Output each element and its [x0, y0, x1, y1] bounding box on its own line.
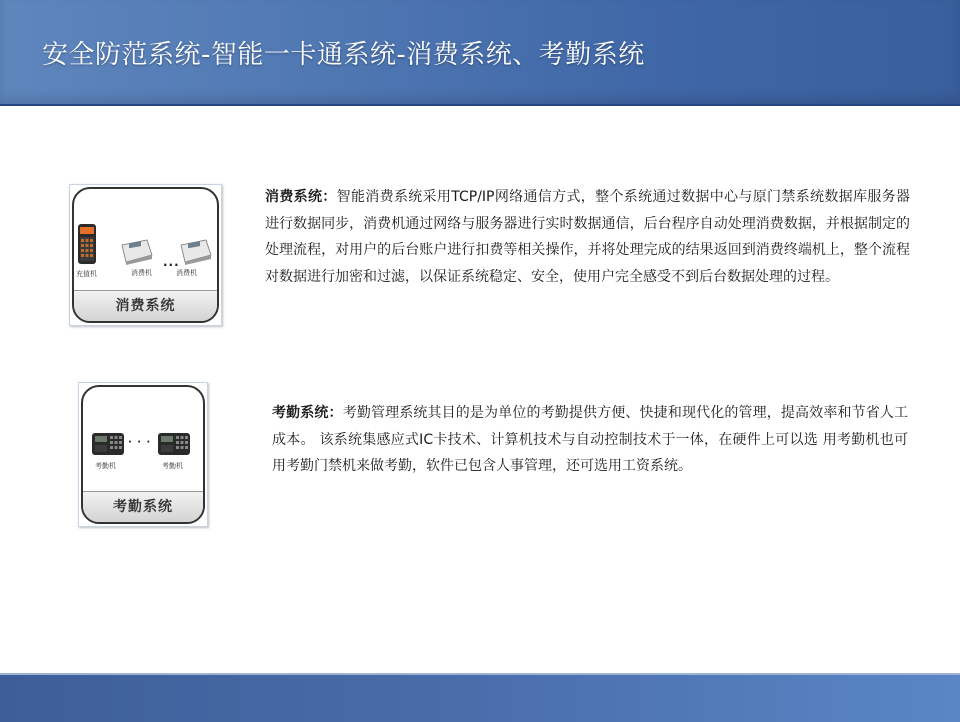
attendance-system-figure — [78, 382, 208, 527]
figure-frame — [81, 385, 205, 524]
description-body: 智能消费系统采用TCP/IP网络通信方式，整个系统通过数据中心与原门禁系统数据库服务器进行数据同步，消费机通过网络与服务器进行实时数据通信，后台程序自动处理消费数据，并根据制定的处理流程，对用户的后台账户进行扣费等相关操作，并将处理完成的结果返回到消费终端机上，整个流程对数据进行加密和过滤，以保证系统稳定、安全，使用户完全感受不到后台数据处理的过程。 — [265, 189, 910, 285]
term-label: 考勤系统： — [272, 405, 343, 421]
footer-bar — [0, 673, 960, 722]
consumption-machine-label-2: 消费机 — [176, 269, 197, 277]
attendance-machine-label-1: 考勤机 — [95, 462, 116, 470]
figure-caption: 考勤系统 — [83, 491, 203, 522]
attendance-machine-label-2: 考勤机 — [162, 462, 183, 470]
slide-title: 安全防范系统-智能一卡通系统-消费系统、考勤系统 — [42, 40, 645, 70]
consumption-machine-icon — [178, 237, 212, 265]
description-body: 考勤管理系统其目的是为单位的考勤提供方便、快捷和现代化的管理，提高效率和节省人工成本。 该系统集感应式IC卡技术、计算机技术与自动控制技术于一体，在硬件上可以选 用考勤机也可用考勤门禁机来做考勤，软件已包含人事管理，还可选用工资系统。 — [272, 405, 909, 474]
figure-frame — [72, 187, 219, 323]
ellipsis: · · · — [128, 437, 152, 448]
ellipsis: ... — [163, 255, 180, 269]
charger-device-icon — [77, 223, 97, 265]
charger-label: 充值机 — [76, 270, 97, 278]
consumption-description — [265, 184, 910, 290]
consumption-machine-icon — [119, 237, 153, 265]
attendance-machine-icon — [91, 431, 125, 457]
consumption-system-figure — [69, 184, 222, 326]
consumption-machine-label-1: 消费机 — [131, 269, 152, 277]
attendance-description — [272, 400, 908, 480]
term-label: 消费系统： — [265, 189, 337, 205]
header-bar — [0, 0, 960, 106]
figure-caption: 消费系统 — [74, 290, 217, 321]
attendance-machine-icon — [157, 431, 191, 457]
